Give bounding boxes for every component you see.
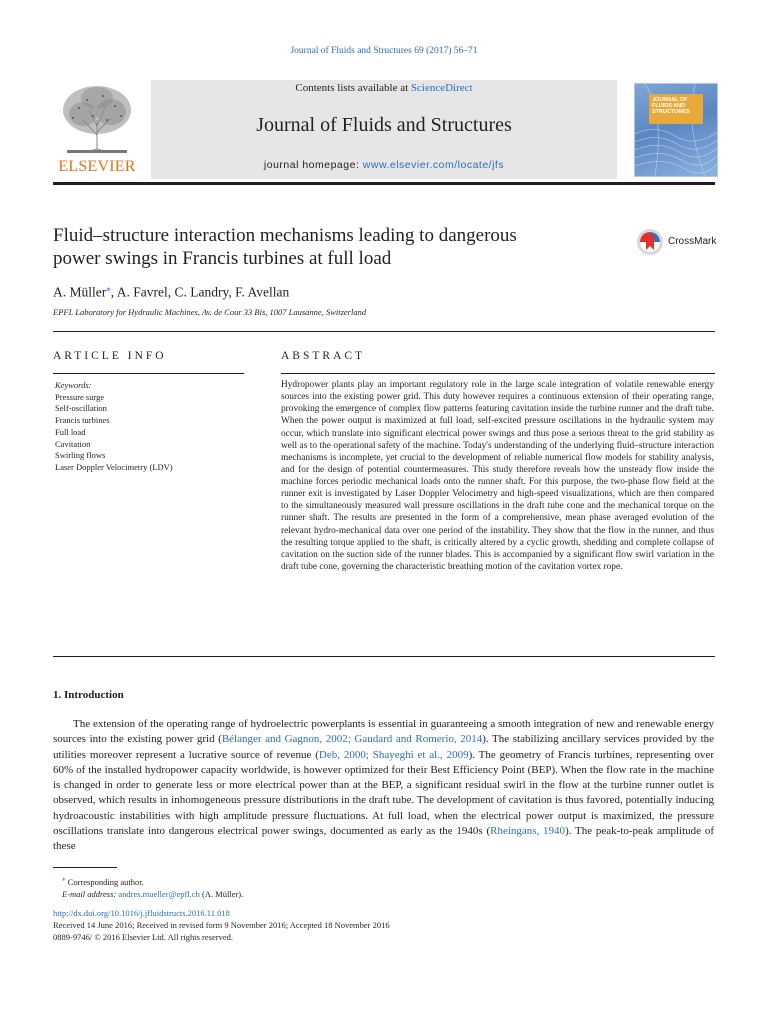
affiliation: EPFL Laboratory for Hydraulic Machines, Av. de Cour 33 Bis, 1007 Lausanne, Switzerland [53, 307, 367, 317]
keyword-item: Pressure surge [55, 391, 105, 402]
article-info-heading: ARTICLE INFO [53, 350, 167, 362]
footnote [53, 873, 714, 900]
sciencedirect-link[interactable]: ScienceDirect [410, 82, 473, 94]
abstract-heading: ABSTRACT [281, 350, 366, 362]
footnote-mark: ⁎ [62, 875, 66, 883]
paper-title-line-2: power swings in Francis turbines at full load [53, 248, 392, 269]
paper-title-line-1: Fluid–structure interaction mechanisms leading to dangerous [53, 225, 517, 246]
masthead [53, 80, 715, 186]
keyword-item: Laser Doppler Velocimetry (LDV) [55, 461, 173, 472]
crossmark-label: CrossMark [668, 236, 717, 247]
abstract-rule [281, 373, 715, 374]
copyright: 0889-9746/ © 2016 Elsevier Ltd. All rights reserved. [53, 932, 233, 942]
homepage-prefix: journal homepage: [263, 159, 363, 171]
abstract-text: Hydropower plants play an important regulatory role in the large scale integration of volatile renewable energy sources into the existing power grid. This duty however requires a continuous extension of their operating range, provoking the emergence of complex flow patterns featuring cavitation inside the turbine runner and the draft tube. When the power output is maximized at full load, self-excited pressure oscillations in the hydraulic system may occur, which translate into significant electrical power swings and thus pose a serious threat to the grid stability as well as to the operational safety of the machine. Today's understanding of the underlying fluid–structure interaction mechanisms is incomplete, yet crucial to the development of reliable numerical flow models for stability analysis, and for the design of potential countermeasures. This study therefore reveals how the unsteady flow inside the machine forces periodic mechanical loads onto the runner shaft. For this purpose, the two-phase flow field at the runner exit is investigated by Laser Doppler Velocimetry and high-speed visualizations, which are then compared to the simultaneously measured wall pressure oscillations in the draft tube cone and the mechanical torque on the runner shaft. The results are presented in the form of a comprehensive, mean phase averaged evolution of the relevant hydro-mechanical data over one period of the instability. They show that the flow in the runner, and thus the resulting torque applied to the shaft, is critically altered by a cyclic growth, shedding and complete collapse of cavitation on the suction side of the runner blades. This is accompanied by a significant flow swirl variation in the draft tube cone, governing the characteristic breathing motion of the cavitation vortex rope. [281, 380, 714, 572]
abstract-bottom-rule [53, 656, 715, 657]
text-run: ). The peak-to-peak amplitude of these [53, 825, 714, 853]
journal-citation[interactable]: Journal of Fluids and Structures 69 (2017) 56–71 [290, 46, 478, 56]
keyword-item: Cavitation [55, 438, 91, 449]
text-run: The extension of the operating range of hydroelectric powerplants is essential in guaranteeing a smooth integration of new and renewable energy sources into the existing power grid ( [53, 718, 714, 746]
journal-cover-image [634, 83, 718, 177]
masthead-rule [53, 182, 715, 185]
keyword-item: Full load [55, 426, 86, 437]
article-meta [53, 907, 714, 943]
cover-title: JOURNAL OF FLUIDS AND STRUCTURES [649, 94, 703, 124]
paper-title [53, 224, 613, 270]
email-label: E-mail address: [62, 888, 119, 899]
introduction-body [53, 717, 714, 855]
author-list [53, 283, 289, 301]
keywords-block [55, 380, 245, 474]
introduction-paragraph [53, 717, 714, 855]
section-heading-introduction: 1. Introduction [53, 689, 124, 701]
text-run: (A. Müller). [199, 888, 244, 899]
contents-line [151, 82, 617, 94]
email-note [53, 888, 714, 900]
masthead-band [151, 80, 617, 179]
text-run: ). The geometry of Francis turbines, representing over 60% of the installed hydropower capacity worldwide, is however optimized for their Best Efficiency Point (BEP). When the flow rate in the machine is changed in order to generate less or more electrical power than at the BEP, a significant residual swirl in the flow at the turbine runner outlet is observed, which results in inhomogeneous pressure distributions in the draft tube. The development of cavitation is thus favored, potentially inducing hydroacoustic instabilities with high amplitude pressure fluctuations. At full load, when the electrical power output is maximized, the pressure oscillations translate into dangerous electrical power swings, documented as early as the 1940s ( [53, 748, 714, 838]
journal-name: Journal of Fluids and Structures [256, 114, 512, 136]
reference-link[interactable]: Rheingans, 1940 [490, 825, 566, 838]
keyword-item: Self-oscillation [55, 403, 107, 414]
author-first: A. Müller [53, 284, 107, 300]
reference-link[interactable]: Bélanger and Gagnon, 2002; Gaudard and Romerio, 2014 [221, 733, 483, 746]
contents-prefix: Contents lists available at [295, 82, 411, 94]
corresponding-author-note [53, 873, 714, 888]
keywords-label: Keywords: [55, 380, 92, 390]
corresponding-author-mark[interactable]: ⁎ [106, 283, 111, 293]
crossmark-button[interactable] [636, 228, 716, 256]
article-history: Received 14 June 2016; Received in revised form 9 November 2016; Accepted 18 November 2016 [53, 920, 390, 930]
keyword-item: Swirling flows [55, 450, 106, 461]
affiliation-rule [53, 331, 715, 332]
reference-link[interactable]: Deb, 2000; Shayeghi et al., 2009 [318, 748, 469, 761]
journal-homepage-link[interactable]: www.elsevier.com/locate/jfs [362, 159, 505, 171]
email-link[interactable]: andres.mueller@epfl.ch [118, 888, 200, 899]
footnote-rule [53, 867, 117, 868]
text-run: ). The stabilizing ancillary services provided by the utilities moreover represent a lucrative source of revenue ( [53, 733, 715, 761]
article-info-rule [53, 373, 244, 374]
text-run: Corresponding author. [65, 876, 144, 887]
elsevier-wordmark: ELSEVIER [58, 158, 136, 175]
crossmark-icon [636, 228, 664, 256]
homepage-line [151, 159, 617, 171]
keyword-item: Francis turbines [55, 415, 110, 426]
author-rest: , A. Favrel, C. Landry, F. Avellan [110, 284, 290, 300]
doi-link[interactable]: http://dx.doi.org/10.1016/j.jfluidstructs.2016.11.018 [53, 908, 230, 918]
